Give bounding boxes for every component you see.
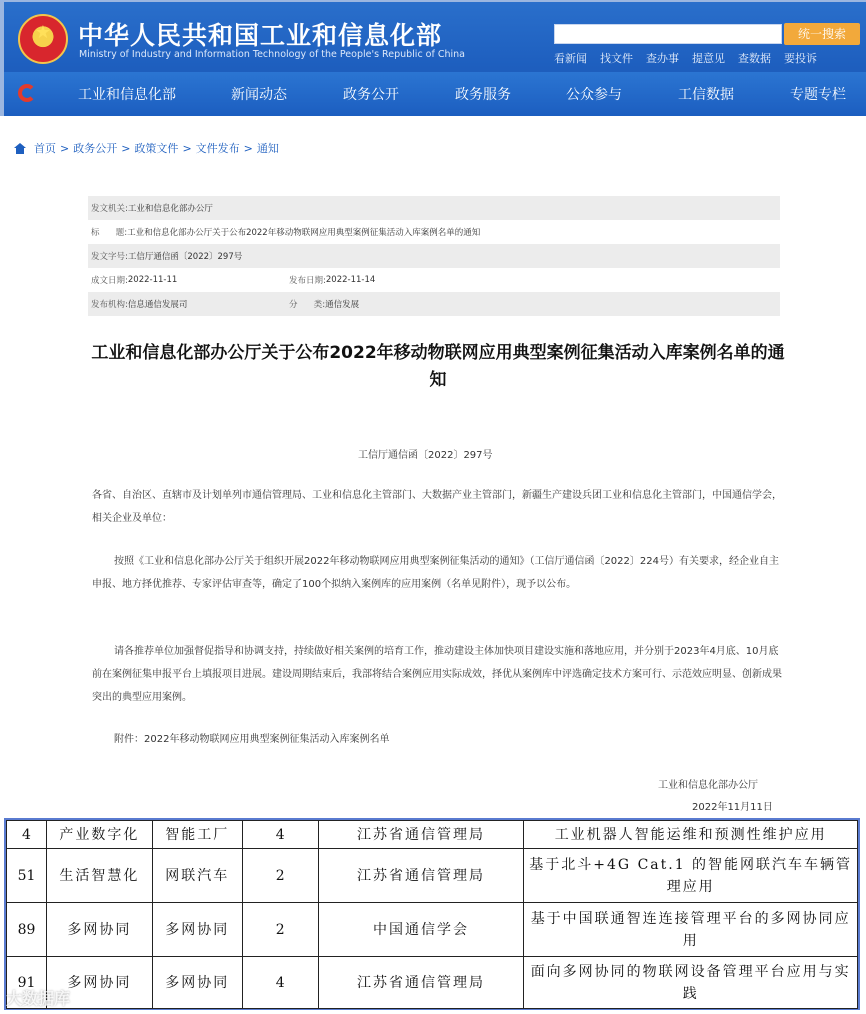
site-subtitle: Ministry of Industry and Information Technology of the People's Republic of China xyxy=(79,49,465,60)
table-row xyxy=(7,821,858,849)
meta-title: 工业和信息化部办公厅关于公布2022年移动物联网应用典型案例征集活动入库案例名单的通知 xyxy=(127,228,481,238)
quick-link-complaint[interactable]: 要投诉 xyxy=(784,52,817,65)
meta-org: 信息通信发展司 xyxy=(127,300,188,310)
case-recommender: 江苏省通信管理局 xyxy=(318,849,524,903)
case-category: 多网协同 xyxy=(46,957,152,1009)
quick-link-feedback[interactable]: 提意见 xyxy=(692,52,725,65)
case-field: 网联汽车 xyxy=(152,849,242,903)
national-emblem-icon xyxy=(18,14,68,64)
meta-published-label: 发布日期: xyxy=(289,276,326,286)
quick-links xyxy=(554,50,817,66)
search-button[interactable]: 统一搜索 xyxy=(784,23,860,45)
case-name: 基于中国联通智连连接管理平台的多网协同应用 xyxy=(524,903,858,957)
signature-date: 2022年11月11日 xyxy=(692,802,773,813)
nav-item-ministry[interactable]: 工业和信息化部 xyxy=(78,87,176,103)
case-recommender: 中国通信学会 xyxy=(318,903,524,957)
case-count: 2 xyxy=(242,849,318,903)
case-no: 91 xyxy=(7,957,47,1009)
case-field: 智能工厂 xyxy=(152,821,242,849)
case-field: 多网协同 xyxy=(152,903,242,957)
nav-item-gov-services[interactable]: 政务服务 xyxy=(455,87,511,103)
document-meta xyxy=(88,196,780,316)
case-count: 4 xyxy=(242,821,318,849)
case-category: 产业数字化 xyxy=(46,821,152,849)
quick-link-documents[interactable]: 找文件 xyxy=(600,52,633,65)
table-row xyxy=(7,849,858,903)
meta-doc-no-label: 发文字号: xyxy=(91,252,128,262)
case-count: 2 xyxy=(242,903,318,957)
case-no: 51 xyxy=(7,849,47,903)
document-number: 工信厅通信函〔2022〕297号 xyxy=(358,450,493,461)
breadcrumb-separator: > xyxy=(121,141,131,155)
nav-item-public[interactable]: 公众参与 xyxy=(566,87,622,103)
main-nav xyxy=(4,72,866,116)
nav-item-topics[interactable]: 专题专栏 xyxy=(790,87,846,103)
meta-row-title xyxy=(88,220,780,244)
nav-item-data[interactable]: 工信数据 xyxy=(678,87,734,103)
meta-org-label: 发布机构: xyxy=(91,300,128,310)
breadcrumb-home[interactable]: 首页 xyxy=(34,142,56,155)
meta-row-dates xyxy=(88,268,780,292)
case-field: 多网协同 xyxy=(152,957,242,1009)
breadcrumb-gov-affairs[interactable]: 政务公开 xyxy=(73,142,118,155)
case-no: 4 xyxy=(7,821,47,849)
meta-category: 通信发展 xyxy=(325,300,360,310)
meta-created-label: 成文日期: xyxy=(91,276,128,286)
table-row xyxy=(7,957,858,1009)
attachment-link[interactable]: 附件：2022年移动物联网应用典型案例征集活动入库案例名单 xyxy=(114,734,390,745)
case-count: 4 xyxy=(242,957,318,1009)
breadcrumb-notice[interactable]: 通知 xyxy=(256,142,279,155)
meta-row-org xyxy=(88,292,780,316)
watermark: 大数据库 xyxy=(6,989,71,1008)
meta-doc-no: 工信厅通信函〔2022〕297号 xyxy=(127,252,243,262)
nav-logo-icon xyxy=(18,84,36,102)
meta-row-doc-no xyxy=(88,244,780,268)
case-recommender: 江苏省通信管理局 xyxy=(318,957,524,1009)
document-title: 工业和信息化部办公厅关于公布2022年移动物联网应用典型案例征集活动入库案例名单的通知 xyxy=(91,343,785,390)
breadcrumb-policy[interactable]: 政策文件 xyxy=(134,142,179,155)
table-row xyxy=(7,903,858,957)
meta-created: 2022-11-11 xyxy=(127,275,178,285)
nav-item-news[interactable]: 新闻动态 xyxy=(231,87,287,103)
nav-decoration xyxy=(4,170,866,186)
breadcrumb-separator: > xyxy=(60,141,70,155)
case-no: 89 xyxy=(7,903,47,957)
quick-link-services[interactable]: 查办事 xyxy=(646,52,679,65)
case-category: 生活智慧化 xyxy=(46,849,152,903)
quick-link-news[interactable]: 看新闻 xyxy=(554,52,587,65)
home-icon xyxy=(14,143,26,154)
quick-link-data[interactable]: 查数据 xyxy=(738,52,771,65)
meta-published: 2022-11-14 xyxy=(325,275,376,285)
site-header xyxy=(0,0,866,116)
meta-category-label: 分 类: xyxy=(289,300,326,310)
case-name: 工业机器人智能运维和预测性维护应用 xyxy=(524,821,858,849)
case-name: 面向多网协同的物联网设备管理平台应用与实践 xyxy=(524,957,858,1009)
paragraph-basis: 按照《工业和信息化部办公厅关于组织开展2022年移动物联网应用典型案例征集活动的通知》（工信厅通信函〔2022〕224号）有关要求，经企业自主申报、地方择优推荐、专家评估审查等，确定了100个拟纳入案例库的应用案例（名单见附件），现予以公布。 xyxy=(92,556,779,590)
site-title[interactable]: 中华人民共和国工业和信息化部 xyxy=(78,21,443,50)
case-name: 基于北斗+4G Cat.1 的智能网联汽车车辆管理应用 xyxy=(524,849,858,903)
breadcrumb xyxy=(14,140,279,156)
case-category: 多网协同 xyxy=(46,903,152,957)
breadcrumb-separator: > xyxy=(182,141,192,155)
search-input[interactable] xyxy=(554,24,782,44)
paragraph-requirements: 请各推荐单位加强督促指导和协调支持，持续做好相关案例的培育工作，推动建设主体加快项目建设实施和落地应用，并分别于2023年4月底、10月底前在案例征集申报平台上填报项目进展。建设周期结束后，我部将结合案例应用实际成效，择优从案例库中评选确定技术方案可行、示范效应明显、创新成果突出的典型应用案例。 xyxy=(92,646,782,703)
meta-issuer-label: 发文机关: xyxy=(91,204,128,214)
case-recommender: 江苏省通信管理局 xyxy=(318,821,524,849)
cases-table xyxy=(4,818,860,1010)
meta-title-label: 标 题: xyxy=(91,228,128,238)
breadcrumb-documents[interactable]: 文件发布 xyxy=(195,142,240,155)
meta-row-issuer xyxy=(88,196,780,220)
signature-org: 工业和信息化部办公厅 xyxy=(658,780,758,791)
paragraph-recipients: 各省、自治区、直辖市及计划单列市通信管理局、工业和信息化主管部门、大数据产业主管部门，新疆生产建设兵团工业和信息化主管部门，中国通信学会，相关企业及单位： xyxy=(92,490,782,524)
breadcrumb-separator: > xyxy=(243,141,253,155)
meta-issuer: 工业和信息化部办公厅 xyxy=(127,204,213,214)
nav-item-gov-affairs[interactable]: 政务公开 xyxy=(343,87,399,103)
